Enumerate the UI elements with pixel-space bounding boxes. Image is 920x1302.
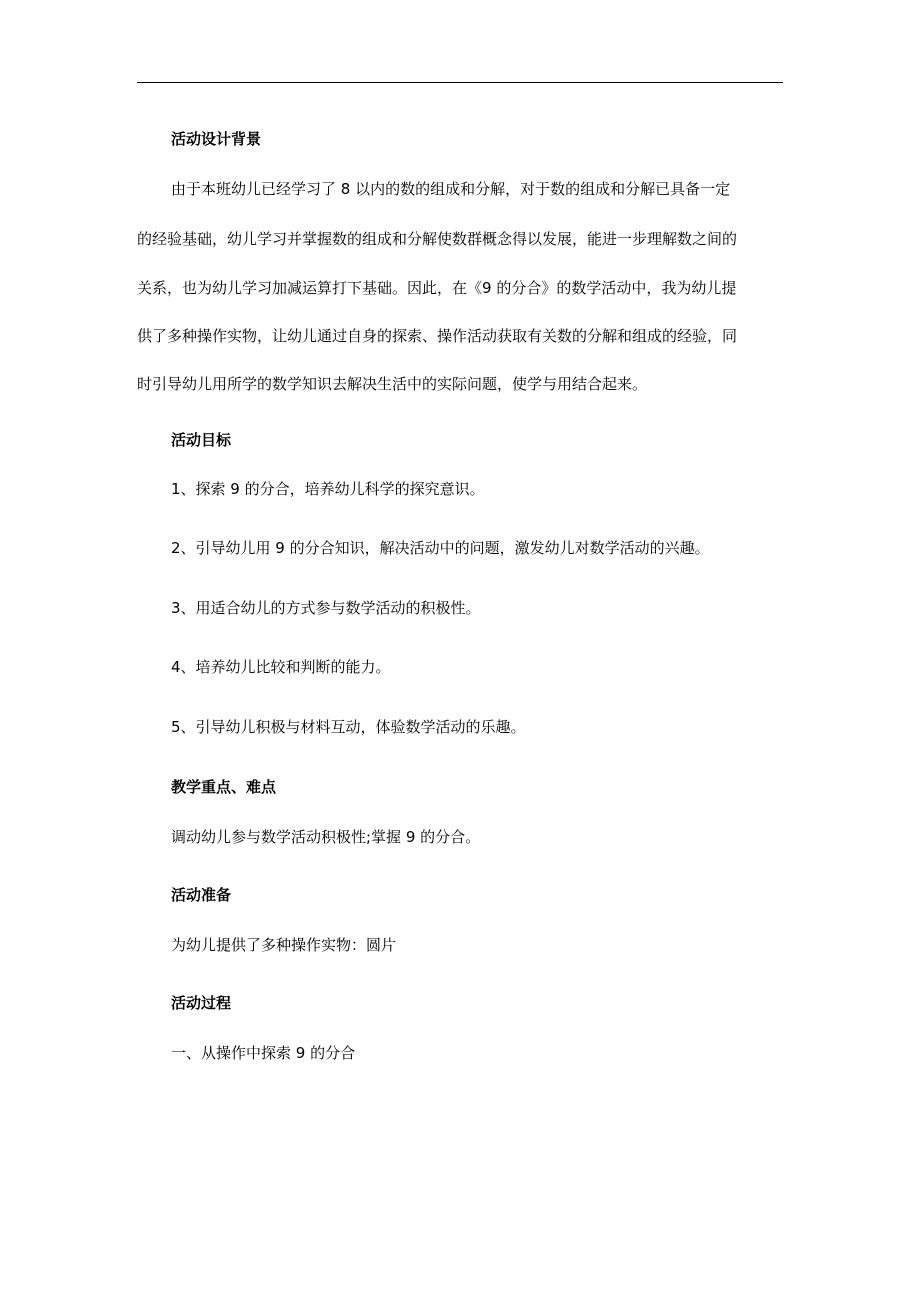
section-heading-key-points: 教学重点、难点	[171, 778, 277, 796]
section-heading-background: 活动设计背景	[171, 130, 262, 148]
list-item: 1、探索 9 的分合，培养幼儿科学的探究意识。	[171, 480, 485, 498]
section-heading-process: 活动过程	[171, 994, 232, 1012]
paragraph-line: 供了多种操作实物，让幼儿通过自身的探索、操作活动获取有关数的分解和组成的经验，同	[137, 327, 738, 345]
list-item: 2、引导幼儿用 9 的分合知识，解决活动中的问题，激发幼儿对数学活动的兴趣。	[171, 539, 710, 557]
header-rule	[137, 82, 783, 83]
key-points-text: 调动幼儿参与数学活动积极性;掌握 9 的分合。	[171, 828, 481, 846]
paragraph-line: 由于本班幼儿已经学习了 8 以内的数的组成和分解，对于数的组成和分解已具备一定	[171, 180, 731, 198]
list-item: 5、引导幼儿积极与材料互动，体验数学活动的乐趣。	[171, 718, 526, 736]
paragraph-line: 的经验基础，幼儿学习并掌握数的组成和分解使数群概念得以发展，能进一步理解数之间的	[137, 230, 738, 248]
preparation-text: 为幼儿提供了多种操作实物：圆片	[171, 936, 397, 954]
paragraph-line: 关系，也为幼儿学习加减运算打下基础。因此，在《9 的分合》的数学活动中，我为幼儿提	[137, 279, 737, 297]
process-text: 一、从操作中探索 9 的分合	[171, 1044, 356, 1062]
paragraph-line: 时引导幼儿用所学的数学知识去解决生活中的实际问题，使学与用结合起来。	[137, 375, 648, 393]
section-heading-preparation: 活动准备	[171, 886, 232, 904]
section-heading-goals: 活动目标	[171, 431, 232, 449]
list-item: 4、培养幼儿比较和判断的能力。	[171, 658, 391, 676]
list-item: 3、用适合幼儿的方式参与数学活动的积极性。	[171, 599, 481, 617]
